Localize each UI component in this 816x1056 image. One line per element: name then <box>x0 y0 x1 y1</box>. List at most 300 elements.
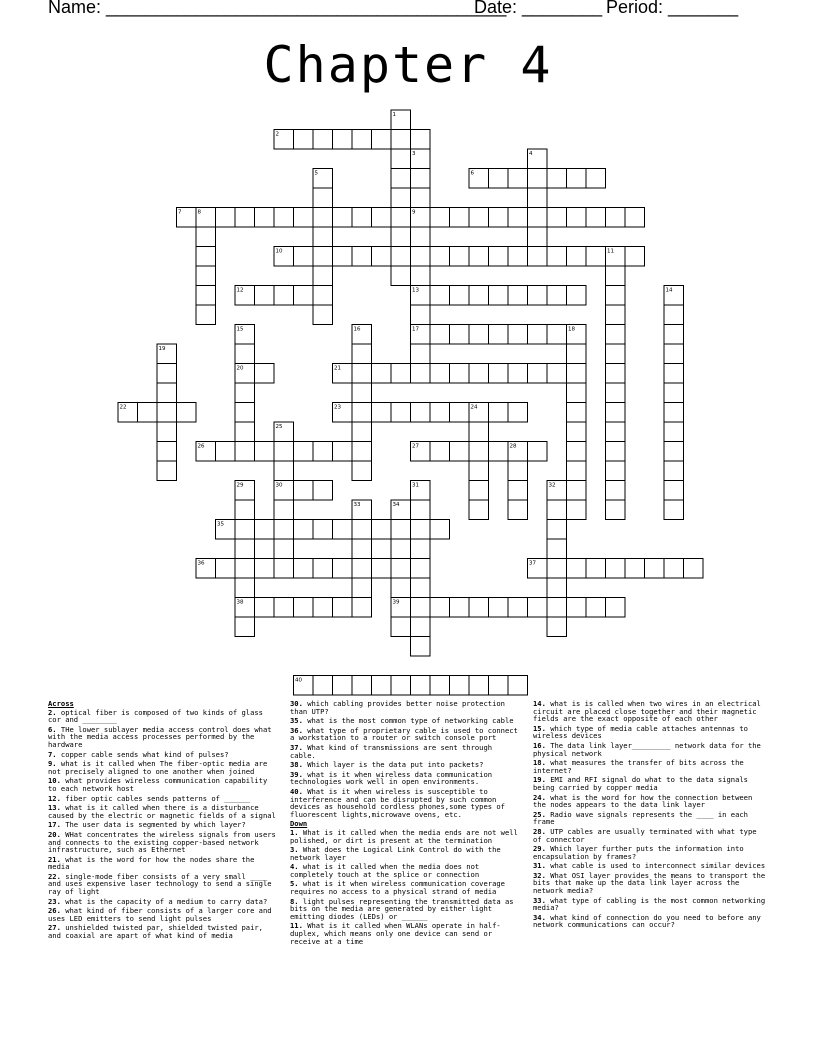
clue-item <box>290 829 522 844</box>
grid-cell[interactable] <box>313 247 333 267</box>
grid-cell[interactable] <box>567 500 587 520</box>
grid-cell[interactable] <box>352 364 372 384</box>
grid-cell[interactable] <box>606 481 626 501</box>
grid-cell[interactable] <box>333 676 353 696</box>
grid-cell[interactable] <box>625 559 645 579</box>
grid-cell[interactable] <box>469 422 489 442</box>
grid-cell[interactable] <box>450 598 470 618</box>
clue-text: UTP cables are usually terminated with what type of connector <box>533 826 757 844</box>
grid-cell[interactable] <box>508 364 528 384</box>
grid-cell[interactable] <box>196 227 216 247</box>
clue-number-label: 8 <box>197 209 201 216</box>
grid-cell[interactable] <box>547 500 567 520</box>
grid-cell[interactable] <box>547 169 567 189</box>
grid-cell[interactable] <box>547 520 567 540</box>
grid-cell[interactable] <box>372 559 392 579</box>
grid-cell[interactable] <box>352 442 372 462</box>
grid-cell[interactable] <box>372 130 392 150</box>
grid-cell[interactable] <box>606 422 626 442</box>
grid-cell[interactable] <box>313 442 333 462</box>
grid-cell[interactable] <box>586 169 606 189</box>
clue-number: 36. <box>290 725 303 735</box>
grid-cell[interactable] <box>294 520 314 540</box>
grid-cell[interactable] <box>196 286 216 306</box>
grid-cell[interactable] <box>469 442 489 462</box>
grid-cell[interactable] <box>138 403 158 423</box>
grid-cell[interactable] <box>508 208 528 228</box>
clue-text: WHat concentrates the wireless signals from users and connects to the existing copper-based network infrastructure, such as Ethernet <box>48 829 276 855</box>
grid-cell[interactable] <box>664 422 684 442</box>
grid-cell[interactable] <box>430 442 450 462</box>
grid-cell[interactable] <box>664 325 684 345</box>
grid-cell[interactable] <box>567 344 587 364</box>
grid-cell[interactable] <box>274 208 294 228</box>
grid-cell[interactable] <box>567 208 587 228</box>
grid-cell[interactable] <box>508 403 528 423</box>
grid-cell[interactable] <box>274 500 294 520</box>
grid-cell[interactable] <box>372 403 392 423</box>
grid-cell[interactable] <box>411 227 431 247</box>
grid-cell[interactable] <box>255 208 275 228</box>
grid-cell[interactable] <box>528 227 548 247</box>
grid-cell[interactable] <box>469 364 489 384</box>
grid-cell[interactable] <box>606 208 626 228</box>
grid-cell[interactable] <box>274 520 294 540</box>
grid-cell[interactable] <box>450 676 470 696</box>
grid-cell[interactable] <box>664 500 684 520</box>
grid-cell[interactable] <box>196 266 216 286</box>
grid-cell[interactable] <box>411 676 431 696</box>
grid-cell[interactable] <box>255 364 275 384</box>
grid-cell[interactable] <box>411 637 431 657</box>
grid-cell[interactable] <box>645 559 665 579</box>
grid-cell[interactable] <box>489 364 509 384</box>
grid-cell[interactable] <box>469 461 489 481</box>
grid-cell[interactable] <box>313 481 333 501</box>
clue-item <box>290 880 522 895</box>
grid-cell[interactable] <box>508 461 528 481</box>
grid-cell[interactable] <box>586 559 606 579</box>
grid-cell[interactable] <box>606 442 626 462</box>
grid-cell[interactable] <box>567 598 587 618</box>
grid-cell[interactable] <box>294 208 314 228</box>
grid-cell[interactable] <box>411 364 431 384</box>
grid-cell[interactable] <box>625 208 645 228</box>
grid-cell[interactable] <box>294 598 314 618</box>
grid-cell[interactable] <box>489 598 509 618</box>
grid-cell[interactable] <box>313 559 333 579</box>
grid-cell[interactable] <box>606 364 626 384</box>
grid-cell[interactable] <box>528 442 548 462</box>
grid-cell[interactable] <box>274 539 294 559</box>
grid-cell[interactable] <box>352 208 372 228</box>
grid-cell[interactable] <box>274 286 294 306</box>
grid-cell[interactable] <box>411 403 431 423</box>
grid-cell[interactable] <box>352 520 372 540</box>
grid-cell[interactable] <box>157 461 177 481</box>
grid-cell[interactable] <box>391 130 411 150</box>
grid-cell[interactable] <box>313 188 333 208</box>
grid-cell[interactable] <box>664 461 684 481</box>
grid-cell[interactable] <box>313 520 333 540</box>
grid-cell[interactable] <box>177 403 197 423</box>
grid-cell[interactable] <box>333 247 353 267</box>
grid-cell[interactable] <box>606 383 626 403</box>
grid-cell[interactable] <box>411 247 431 267</box>
grid-cell[interactable] <box>391 364 411 384</box>
grid-cell[interactable] <box>606 286 626 306</box>
grid-cell[interactable] <box>235 539 255 559</box>
grid-cell[interactable] <box>606 598 626 618</box>
grid-cell[interactable] <box>255 520 275 540</box>
grid-cell[interactable] <box>157 403 177 423</box>
grid-cell[interactable] <box>508 481 528 501</box>
grid-cell[interactable] <box>255 442 275 462</box>
grid-cell[interactable] <box>391 559 411 579</box>
clue-item <box>533 700 767 723</box>
grid-cell[interactable] <box>664 305 684 325</box>
grid-cell[interactable] <box>216 208 236 228</box>
grid-cell[interactable] <box>235 383 255 403</box>
clue-item <box>48 831 276 854</box>
grid-cell[interactable] <box>235 578 255 598</box>
clue-number: 28. <box>533 826 546 836</box>
grid-cell[interactable] <box>333 559 353 579</box>
grid-cell[interactable] <box>508 598 528 618</box>
clue-number-label: 35 <box>217 521 224 528</box>
grid-cell[interactable] <box>450 286 470 306</box>
grid-cell[interactable] <box>352 539 372 559</box>
grid-cell[interactable] <box>391 676 411 696</box>
grid-cell[interactable] <box>528 325 548 345</box>
grid-cell[interactable] <box>567 403 587 423</box>
grid-cell[interactable] <box>294 247 314 267</box>
grid-cell[interactable] <box>664 364 684 384</box>
grid-cell[interactable] <box>567 461 587 481</box>
grid-cell[interactable] <box>547 208 567 228</box>
clue-text: what kind of connection do you need to before any network communications can occur? <box>533 912 761 930</box>
grid-cell[interactable] <box>450 247 470 267</box>
date-field-label[interactable]: Date: ________ <box>474 0 603 17</box>
grid-cell[interactable] <box>391 617 411 637</box>
clue-text: EMI and RFI signal do what to the data signals being carried by copper media <box>533 775 748 792</box>
clue-number-label: 10 <box>275 248 283 255</box>
grid-cell[interactable] <box>235 422 255 442</box>
grid-cell[interactable] <box>664 442 684 462</box>
grid-cell[interactable] <box>235 442 255 462</box>
grid-cell[interactable] <box>508 169 528 189</box>
clue-item <box>533 725 767 740</box>
grid-cell[interactable] <box>352 461 372 481</box>
grid-cell[interactable] <box>469 247 489 267</box>
grid-cell[interactable] <box>313 286 333 306</box>
grid-cell[interactable] <box>567 481 587 501</box>
grid-cell[interactable] <box>313 130 333 150</box>
clue-number-label: 5 <box>314 170 318 177</box>
grid-cell[interactable] <box>313 227 333 247</box>
grid-cell[interactable] <box>313 208 333 228</box>
grid-cell[interactable] <box>391 149 411 169</box>
grid-cell[interactable] <box>430 286 450 306</box>
grid-cell[interactable] <box>567 286 587 306</box>
grid-cell[interactable] <box>352 598 372 618</box>
grid-cell[interactable] <box>391 520 411 540</box>
grid-cell[interactable] <box>586 598 606 618</box>
grid-cell[interactable] <box>508 676 528 696</box>
grid-cell[interactable] <box>352 403 372 423</box>
name-field-label[interactable]: Name: ________________________________________ <box>48 0 507 17</box>
grid-cell[interactable] <box>216 442 236 462</box>
grid-cell[interactable] <box>469 325 489 345</box>
grid-cell[interactable] <box>333 208 353 228</box>
grid-cell[interactable] <box>255 598 275 618</box>
grid-cell[interactable] <box>547 617 567 637</box>
clue-text: What OSI layer provides the means to transport the bits that make up the data link layer across the network media? <box>533 870 766 896</box>
grid-cell[interactable] <box>411 130 431 150</box>
grid-cell[interactable] <box>430 325 450 345</box>
grid-cell[interactable] <box>508 325 528 345</box>
grid-cell[interactable] <box>274 598 294 618</box>
clue-number-label: 24 <box>470 404 478 411</box>
grid-cell[interactable] <box>528 188 548 208</box>
grid-cell[interactable] <box>625 247 645 267</box>
clue-text: what type of proprietary cable is used to connect a workstation to a router or switch console port <box>290 725 518 743</box>
grid-cell[interactable] <box>352 422 372 442</box>
grid-cell[interactable] <box>430 676 450 696</box>
grid-cell[interactable] <box>684 559 704 579</box>
grid-cell[interactable] <box>489 247 509 267</box>
grid-cell[interactable] <box>430 247 450 267</box>
grid-cell[interactable] <box>547 598 567 618</box>
grid-cell[interactable] <box>411 617 431 637</box>
grid-cell[interactable] <box>489 442 509 462</box>
grid-cell[interactable] <box>547 286 567 306</box>
grid-cell[interactable] <box>196 247 216 267</box>
grid-cell[interactable] <box>430 598 450 618</box>
grid-cell[interactable] <box>606 325 626 345</box>
grid-cell[interactable] <box>372 676 392 696</box>
grid-cell[interactable] <box>508 247 528 267</box>
grid-cell[interactable] <box>528 247 548 267</box>
grid-cell[interactable] <box>352 559 372 579</box>
grid-cell[interactable] <box>372 208 392 228</box>
grid-cell[interactable] <box>235 500 255 520</box>
clue-number-label: 20 <box>236 365 244 372</box>
grid-cell[interactable] <box>157 364 177 384</box>
grid-cell[interactable] <box>352 130 372 150</box>
grid-cell[interactable] <box>157 442 177 462</box>
grid-cell[interactable] <box>489 208 509 228</box>
grid-cell[interactable] <box>430 403 450 423</box>
grid-cell[interactable] <box>606 305 626 325</box>
clue-number-label: 34 <box>392 502 400 508</box>
grid-cell[interactable] <box>586 208 606 228</box>
grid-cell[interactable] <box>274 461 294 481</box>
grid-cell[interactable] <box>430 208 450 228</box>
grid-cell[interactable] <box>196 305 216 325</box>
clue-text: The user data is segmented by which layer? <box>60 820 246 830</box>
grid-cell[interactable] <box>547 539 567 559</box>
grid-cell[interactable] <box>313 676 333 696</box>
grid-cell[interactable] <box>391 539 411 559</box>
grid-cell[interactable] <box>606 403 626 423</box>
grid-cell[interactable] <box>411 539 431 559</box>
grid-cell[interactable] <box>235 344 255 364</box>
grid-cell[interactable] <box>372 520 392 540</box>
grid-cell[interactable] <box>294 130 314 150</box>
clue-number: 21. <box>48 854 61 864</box>
clue-number-label: 31 <box>412 482 419 489</box>
grid-cell[interactable] <box>411 500 431 520</box>
grid-cell[interactable] <box>664 481 684 501</box>
grid-cell[interactable] <box>294 442 314 462</box>
grid-cell[interactable] <box>294 559 314 579</box>
grid-cell[interactable] <box>274 442 294 462</box>
grid-cell[interactable] <box>157 422 177 442</box>
grid-cell[interactable] <box>606 461 626 481</box>
clue-item <box>48 751 276 759</box>
grid-cell[interactable] <box>489 403 509 423</box>
grid-cell[interactable] <box>235 559 255 579</box>
grid-cell[interactable] <box>469 598 489 618</box>
grid-cell[interactable] <box>450 325 470 345</box>
grid-cell[interactable] <box>411 305 431 325</box>
grid-cell[interactable] <box>352 578 372 598</box>
grid-cell[interactable] <box>606 559 626 579</box>
grid-cell[interactable] <box>372 364 392 384</box>
grid-cell[interactable] <box>567 247 587 267</box>
grid-cell[interactable] <box>606 500 626 520</box>
grid-cell[interactable] <box>333 598 353 618</box>
grid-cell[interactable] <box>430 364 450 384</box>
grid-cell[interactable] <box>469 286 489 306</box>
grid-cell[interactable] <box>567 383 587 403</box>
grid-cell[interactable] <box>508 286 528 306</box>
grid-cell[interactable] <box>664 344 684 364</box>
grid-cell[interactable] <box>235 617 255 637</box>
grid-cell[interactable] <box>391 169 411 189</box>
grid-cell[interactable] <box>216 559 236 579</box>
grid-cell[interactable] <box>528 286 548 306</box>
grid-cell[interactable] <box>664 403 684 423</box>
grid-cell[interactable] <box>450 208 470 228</box>
grid-cell[interactable] <box>255 559 275 579</box>
clue-text: which cabling provides better noise protection than UTP? <box>290 699 505 716</box>
grid-cell[interactable] <box>333 442 353 462</box>
grid-cell[interactable] <box>547 325 567 345</box>
grid-cell[interactable] <box>157 383 177 403</box>
grid-cell[interactable] <box>469 481 489 501</box>
grid-cell[interactable] <box>528 364 548 384</box>
grid-cell[interactable] <box>235 208 255 228</box>
clue-number: 8. <box>290 896 299 906</box>
grid-cell[interactable] <box>547 364 567 384</box>
grid-cell[interactable] <box>469 676 489 696</box>
clue-item <box>533 811 767 826</box>
grid-cell[interactable] <box>294 481 314 501</box>
grid-cell[interactable] <box>411 344 431 364</box>
grid-cell[interactable] <box>489 169 509 189</box>
grid-cell[interactable] <box>528 169 548 189</box>
grid-cell[interactable] <box>567 364 587 384</box>
grid-cell[interactable] <box>391 403 411 423</box>
grid-cell[interactable] <box>567 559 587 579</box>
grid-cell[interactable] <box>586 247 606 267</box>
clue-item <box>290 700 522 715</box>
grid-cell[interactable] <box>235 403 255 423</box>
grid-cell[interactable] <box>489 286 509 306</box>
grid-cell[interactable] <box>352 247 372 267</box>
grid-cell[interactable] <box>333 520 353 540</box>
grid-cell[interactable] <box>391 266 411 286</box>
grid-cell[interactable] <box>274 559 294 579</box>
grid-cell[interactable] <box>547 247 567 267</box>
grid-cell[interactable] <box>313 266 333 286</box>
grid-cell[interactable] <box>567 442 587 462</box>
grid-cell[interactable] <box>411 520 431 540</box>
grid-cell[interactable] <box>489 325 509 345</box>
grid-cell[interactable] <box>567 169 587 189</box>
grid-cell[interactable] <box>391 188 411 208</box>
grid-cell[interactable] <box>508 500 528 520</box>
grid-cell[interactable] <box>333 130 353 150</box>
grid-cell[interactable] <box>606 266 626 286</box>
grid-cell[interactable] <box>391 208 411 228</box>
grid-cell[interactable] <box>450 364 470 384</box>
grid-cell[interactable] <box>664 559 684 579</box>
grid-cell[interactable] <box>411 188 431 208</box>
grid-cell[interactable] <box>567 422 587 442</box>
period-field-label[interactable]: Period: _______ <box>606 0 739 17</box>
grid-cell[interactable] <box>352 344 372 364</box>
grid-cell[interactable] <box>606 344 626 364</box>
grid-cell[interactable] <box>235 520 255 540</box>
grid-cell[interactable] <box>411 578 431 598</box>
grid-cell[interactable] <box>313 598 333 618</box>
grid-cell[interactable] <box>469 208 489 228</box>
grid-cell[interactable] <box>528 598 548 618</box>
grid-cell[interactable] <box>255 286 275 306</box>
grid-cell[interactable] <box>411 559 431 579</box>
grid-cell[interactable] <box>411 598 431 618</box>
clue-number: 34. <box>533 912 546 922</box>
clue-item <box>290 863 522 878</box>
grid-cell[interactable] <box>372 247 392 267</box>
grid-cell[interactable] <box>489 676 509 696</box>
grid-cell[interactable] <box>430 520 450 540</box>
grid-cell[interactable] <box>313 305 333 325</box>
grid-cell[interactable] <box>450 442 470 462</box>
grid-cell[interactable] <box>450 403 470 423</box>
clue-number: 9. <box>48 759 57 769</box>
grid-cell[interactable] <box>664 383 684 403</box>
grid-cell[interactable] <box>411 266 431 286</box>
grid-cell[interactable] <box>411 169 431 189</box>
grid-cell[interactable] <box>391 578 411 598</box>
across-heading: Across <box>48 699 74 708</box>
grid-cell[interactable] <box>528 208 548 228</box>
grid-cell[interactable] <box>547 578 567 598</box>
grid-cell[interactable] <box>469 500 489 520</box>
clue-number-label: 18 <box>568 326 575 333</box>
grid-cell[interactable] <box>391 247 411 267</box>
grid-cell[interactable] <box>547 559 567 579</box>
clue-item <box>533 828 767 843</box>
grid-cell[interactable] <box>352 676 372 696</box>
grid-cell[interactable] <box>352 383 372 403</box>
grid-cell[interactable] <box>391 227 411 247</box>
grid-cell[interactable] <box>294 286 314 306</box>
